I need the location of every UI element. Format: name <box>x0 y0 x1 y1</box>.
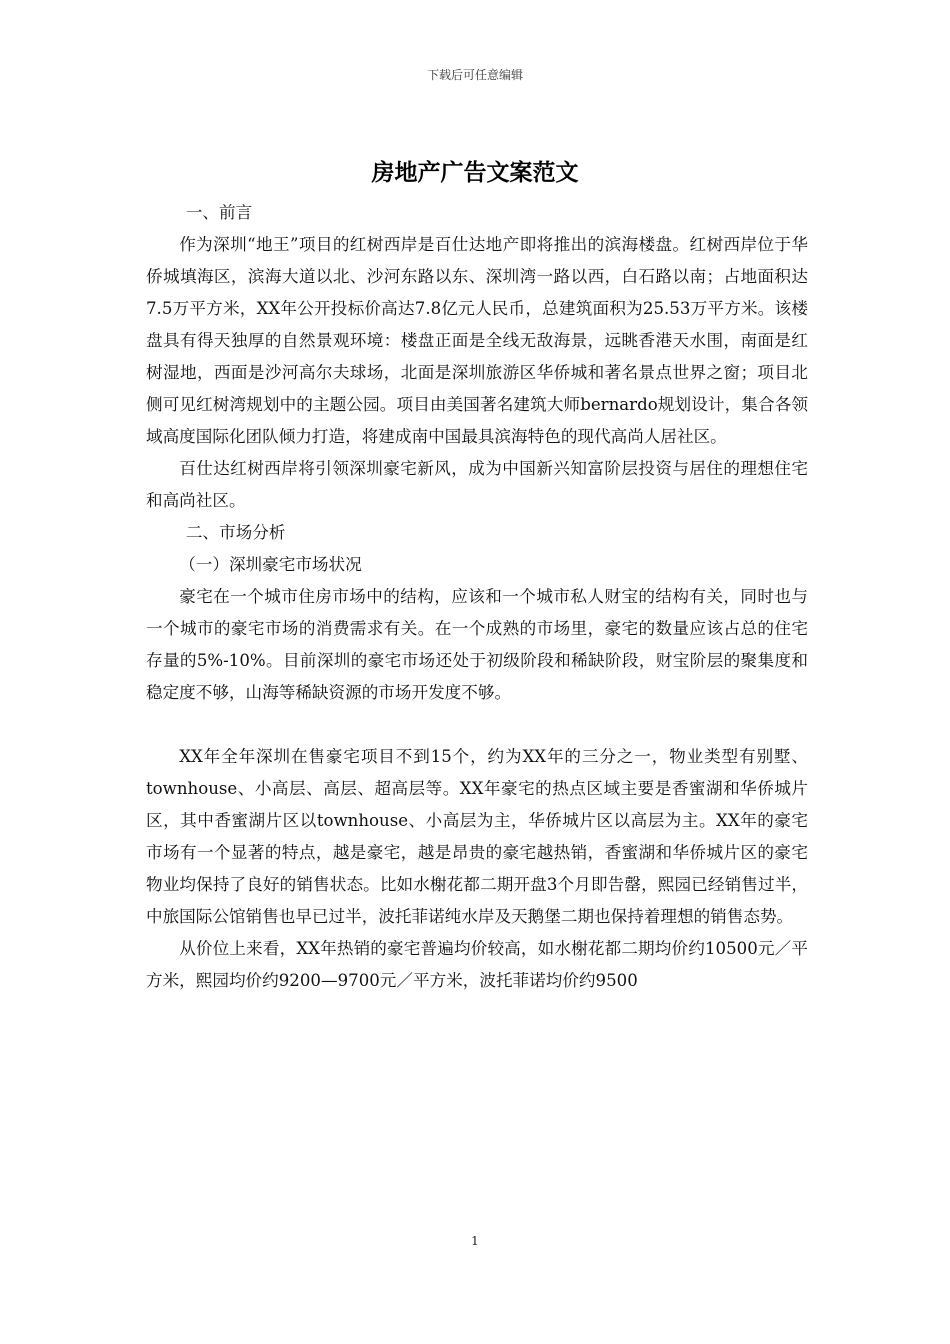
paragraph-luxury-projects-sales: XX年全年深圳在售豪宅项目不到15个，约为XX年的三分之一，物业类型有别墅、townhouse、小高层、高层、超高层等。XX年豪宅的热点区域主要是香蜜湖和华侨城片区，其中香蜜湖片区以townhouse、小高层为主，华侨城片区以高层为主。XX年的豪宅市场有一个显著的特点，越是豪宅，越是昂贵的豪宅越热销，香蜜湖和华侨城片区的豪宅物业均保持了良好的销售状态。比如水榭花都二期开盘3个月即告罄，熙园已经销售过半，中旅国际公馆销售也早已过半，波托菲诺纯水岸及天鹅堡二期也保持着理想的销售态势。 <box>146 747 808 926</box>
header-note: 下载后可任意编辑 <box>426 68 523 82</box>
paragraph-luxury-market-structure: 豪宅在一个城市住房市场中的结构，应该和一个城市私人财宝的结构有关，同时也与一个城市的豪宅市场的消费需求有关。在一个成熟的市场里，豪宅的数量应该占总的住宅存量的5%-10%。目前深圳的豪宅市场还处于初级阶段和稀缺阶段，财宝阶层的聚集度和稳定度不够，山海等稀缺资源的市场开发度不够。 <box>146 587 808 702</box>
page-number: 1 <box>471 1234 479 1248</box>
paragraph-project-intro: 作为深圳“地王”项目的红树西岸是百仕达地产即将推出的滨海楼盘。红树西岸位于华侨城填海区，滨海大道以北、沙河东路以东、深圳湾一路以西，白石路以南；占地面积达7.5万平方米，XX年公开投标价高达7.8亿元人民币，总建筑面积为25.53万平方米。该楼盘具有得天独厚的自然景观环境：楼盘正面是全线无敌海景，远眺香港天水围，南面是红树湿地，西面是沙河高尔夫球场，北面是深圳旅游区华侨城和著名景点世界之窗；项目北侧可见红树湾规划中的主题公园。项目由美国著名建筑大师bernardo规划设计，集合各领域高度国际化团队倾力打造，将建成南中国最具滨海特色的现代高尚人居社区。 <box>146 235 808 446</box>
subsection-heading-luxury-market: （一）深圳豪宅市场状况 <box>179 555 362 574</box>
paragraph-project-vision: 百仕达红树西岸将引领深圳豪宅新风，成为中国新兴知富阶层投资与居住的理想住宅和高尚社区。 <box>146 459 808 510</box>
section-heading-preface: 一、前言 <box>185 203 253 222</box>
document-title: 房地产广告文案范文 <box>371 160 579 186</box>
paragraph-price-levels: 从价位上来看，XX年热销的豪宅普遍均价较高，如水榭花都二期均价约10500元／平方米，熙园均价约9200—9700元／平方米，波托菲诺均价约9500 <box>146 939 808 990</box>
section-heading-market-analysis: 二、市场分析 <box>185 523 286 542</box>
paragraph-spacer <box>146 709 808 741</box>
document-body <box>146 197 808 997</box>
